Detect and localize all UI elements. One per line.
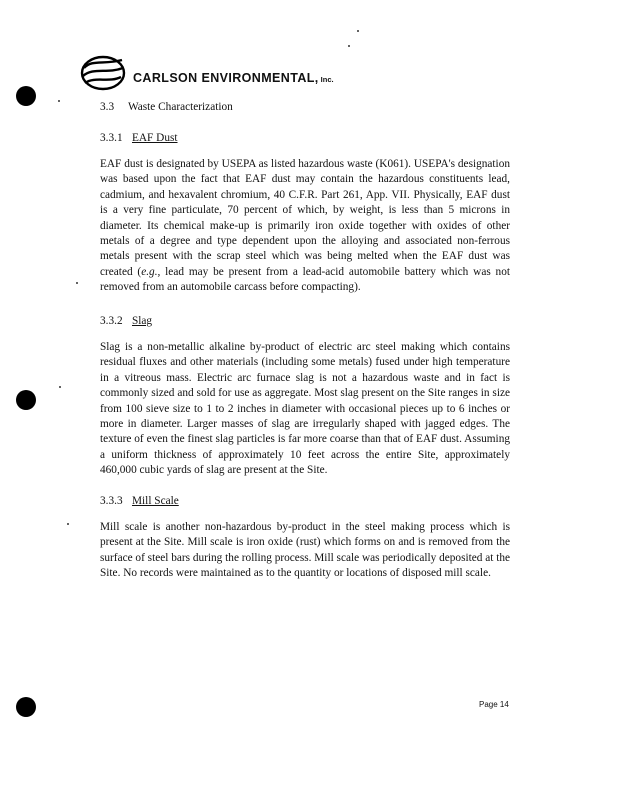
subsection-heading-eaf-dust [100,132,178,144]
subsection-number: 3.3.2 [100,315,123,327]
subsection-title: Slag [132,315,153,327]
scan-speck [348,45,350,47]
paragraph-mill-scale: Mill scale is another non-hazardous by-product in the steel making process which is present at the Site. Mill scale is iron oxide (rust) which forms on and is removed from the surface of steel bars during the rolling process. Mill scale was periodically deposited at the Site. No records were maintained as to the quantity or locations of disposed mill scale. [100,521,511,580]
paragraph-text: EAF dust is designated by USEPA as listed hazardous waste (K061). USEPA's designation was based upon the fact that EAF dust may contain the hazardous constituents lead, cadmium, and hexavalent chromium, 40 C.F.R. Part 261, App. VII. Physically, EAF dust is a very fine particulate, 70 percent of which, by weight, is less than 5 microns in diameter. Its chemical make-up is primarily iron oxide together with oxides of other metals of a degree and type dependent upon the alloying and associated non-ferrous metals present with the scrap steel which was being melted when the EAF dust was created ( [100,158,510,278]
punch-hole-middle [16,390,36,410]
scan-speck [59,386,61,388]
section-title: Waste Characterization [128,101,233,113]
subsection-number: 3.3.1 [100,132,123,144]
punch-hole-bottom [16,697,36,717]
subsection-title: EAF Dust [132,132,178,144]
section-number: 3.3 [100,101,115,113]
page-number: Page 14 [479,700,509,709]
subsection-title: Mill Scale [132,495,179,507]
paragraph-text-end: lead may be present from a lead-acid automobile battery which was not removed from an automobile carcass before compacting). [100,265,510,294]
subsection-number: 3.3.3 [100,495,123,507]
company-name-text: CARLSON ENVIRONMENTAL, [133,71,319,85]
subsection-heading-slag [100,315,152,327]
paragraph-emphasis: e.g., [141,265,161,278]
scan-speck [58,100,60,102]
scan-speck [76,282,78,284]
paragraph-eaf-dust [100,157,510,296]
company-suffix: Inc. [320,75,334,84]
punch-hole-top [16,86,36,106]
scan-speck [357,30,359,32]
section-heading [100,101,233,113]
scan-speck [67,523,69,525]
paragraph-slag: Slag is a non-metallic alkaline by-product of electric arc steel making which contains residual fluxes and other materials (including some metals) fused under high temperature in a vitreous mass. Electric arc furnace slag is not a hazardous waste and in fact is commonly sized and sold for use as aggregate. Most slag present on the Site ranges in size from 100 sieve size to 1 to 2 inches in diameter with occasional pieces up to 6 inches or more in diameter. Larger masses of slag are irregularly shaped with jagged edges. The texture of even the finest slag particles is far more coarse than that of EAF dust. Assuming a uniform thickness of approximately 10 feet across the entire Site, approximately 460,000 cubic yards of slag are present at the Site. [100,341,510,477]
company-name [133,71,334,85]
company-logo-icon [78,54,128,92]
subsection-heading-mill-scale [100,495,179,507]
